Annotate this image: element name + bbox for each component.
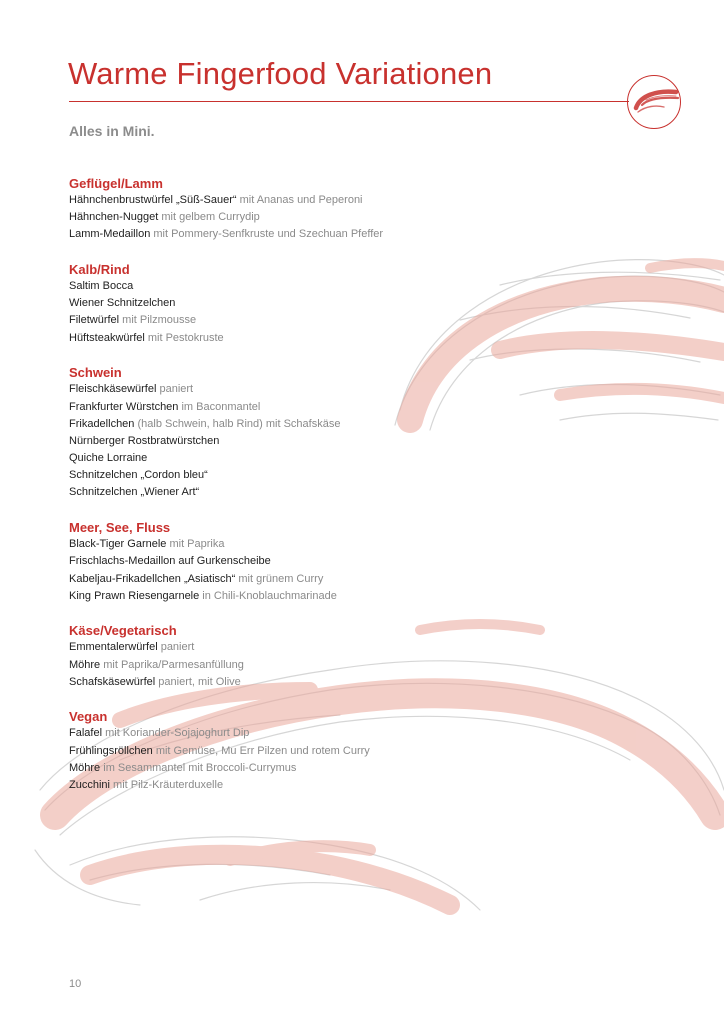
menu-item bbox=[69, 330, 383, 347]
menu-item-name: Frikadellchen bbox=[69, 417, 135, 430]
section-title: Geflügel/Lamm bbox=[69, 176, 163, 191]
menu-section bbox=[69, 622, 383, 691]
section-title: Kalb/Rind bbox=[69, 262, 130, 278]
menu-item-description: mit grünem Curry bbox=[235, 572, 324, 585]
menu-item bbox=[69, 571, 383, 588]
menu-item-name: Falafel bbox=[69, 727, 103, 740]
menu-item-name: Saltim Bocca bbox=[69, 280, 134, 293]
menu-item-name: Nürnberger Rostbratwürstchen bbox=[69, 434, 220, 447]
menu-section bbox=[69, 175, 383, 244]
menu-item-name: Schnitzelchen „Cordon bleu“ bbox=[69, 469, 208, 482]
menu-item-description: mit Paprika bbox=[166, 538, 225, 551]
menu-item-description: paniert, mit Olive bbox=[155, 675, 241, 688]
section-title: Schwein bbox=[69, 365, 122, 381]
menu-section bbox=[69, 708, 383, 794]
menu-item bbox=[69, 295, 383, 312]
menu-item-name: Fleischkäsewürfel bbox=[69, 383, 157, 396]
menu-item-description: mit Pommery-Senfkruste und Szechuan Pfeffer bbox=[150, 228, 384, 241]
page-title: Warme Fingerfood Variationen bbox=[68, 56, 493, 91]
menu-item-description: im Sesammantel mit Broccoli-Currymus bbox=[100, 761, 297, 774]
menu-item bbox=[69, 450, 383, 467]
menu-item-description: in Chili-Knoblauchmarinade bbox=[199, 589, 337, 602]
menu-item bbox=[69, 588, 383, 605]
page-subtitle: Alles in Mini. bbox=[69, 123, 155, 139]
title-divider bbox=[69, 101, 629, 102]
menu-item-name: Kabeljau-Frikadellchen „Asiatisch“ bbox=[69, 572, 236, 585]
menu-item-name: Schafskäsewürfel bbox=[69, 675, 156, 688]
menu-item bbox=[69, 192, 383, 209]
page-number: 10 bbox=[69, 978, 82, 990]
shrimp-brush-logo-icon bbox=[624, 72, 684, 132]
menu-item-name: Hähnchenbrustwürfel „Süß-Sauer“ bbox=[69, 194, 237, 206]
menu-item-description: (halb Schwein, halb Rind) mit Schafskäse bbox=[134, 417, 341, 430]
menu-item bbox=[69, 536, 383, 553]
menu-item-name: Zucchini bbox=[69, 779, 110, 791]
menu-item-description: paniert bbox=[156, 383, 194, 396]
menu-item bbox=[69, 209, 383, 226]
section-title: Vegan bbox=[69, 709, 108, 725]
menu-item-name: Frankfurter Würstchen bbox=[69, 400, 179, 413]
menu-item bbox=[69, 674, 383, 691]
menu-item-name: Hüftsteakwürfel bbox=[69, 331, 145, 344]
menu-item bbox=[69, 760, 383, 777]
menu-section bbox=[69, 519, 383, 605]
menu-item bbox=[69, 743, 383, 760]
menu-item bbox=[69, 312, 383, 329]
menu-item-description: mit Paprika/Parmesanfüllung bbox=[100, 658, 244, 671]
section-title: Meer, See, Fluss bbox=[69, 520, 171, 536]
menu-item bbox=[69, 467, 383, 484]
menu-item-name: Möhre bbox=[69, 658, 101, 671]
menu-item bbox=[69, 553, 383, 570]
menu-item-name: Hähnchen-Nugget bbox=[69, 211, 159, 224]
menu-item bbox=[69, 381, 383, 398]
menu-item-description: mit Pilzmousse bbox=[119, 314, 197, 327]
menu-item bbox=[69, 399, 383, 416]
menu-list bbox=[69, 175, 383, 812]
menu-item-description: mit Pestokruste bbox=[144, 331, 224, 344]
menu-item-description: mit Pilz-Kräuterduxelle bbox=[109, 779, 224, 791]
menu-item-description: paniert bbox=[157, 641, 195, 654]
menu-item-name: Wiener Schnitzelchen bbox=[69, 297, 176, 310]
menu-item-description: mit Gemüse, Mu Err Pilzen und rotem Curry bbox=[152, 744, 370, 757]
menu-item-description: im Baconmantel bbox=[178, 400, 261, 413]
menu-item bbox=[69, 657, 383, 674]
menu-item-name: Black-Tiger Garnele bbox=[69, 538, 167, 551]
menu-item-name: Quiche Lorraine bbox=[69, 452, 148, 465]
menu-item bbox=[69, 777, 383, 794]
menu-item-name: Möhre bbox=[69, 761, 101, 774]
menu-item bbox=[69, 278, 383, 295]
menu-item bbox=[69, 725, 383, 742]
menu-section bbox=[69, 364, 383, 501]
menu-item-name: Filetwürfel bbox=[69, 314, 120, 327]
menu-item bbox=[69, 416, 383, 433]
menu-item-description: mit gelbem Currydip bbox=[158, 211, 260, 224]
menu-item-name: King Prawn Riesengarnele bbox=[69, 589, 200, 602]
menu-item-name: Emmentalerwürfel bbox=[69, 641, 158, 654]
section-title: Käse/Vegetarisch bbox=[69, 623, 177, 639]
menu-item bbox=[69, 433, 383, 450]
menu-item bbox=[69, 639, 383, 656]
menu-item bbox=[69, 226, 383, 243]
menu-item-name: Lamm-Medaillon bbox=[69, 228, 151, 241]
menu-section bbox=[69, 261, 383, 347]
menu-item-name: Frühlingsröllchen bbox=[69, 744, 153, 757]
menu-item-description: mit Ananas und Peperoni bbox=[236, 194, 363, 206]
menu-item-name: Schnitzelchen „Wiener Art“ bbox=[69, 486, 200, 499]
menu-item bbox=[69, 484, 383, 501]
menu-item-description: mit Koriander-Sojajoghurt Dip bbox=[102, 727, 250, 740]
menu-item-name: Frischlachs-Medaillon auf Gurkenscheibe bbox=[69, 555, 271, 568]
